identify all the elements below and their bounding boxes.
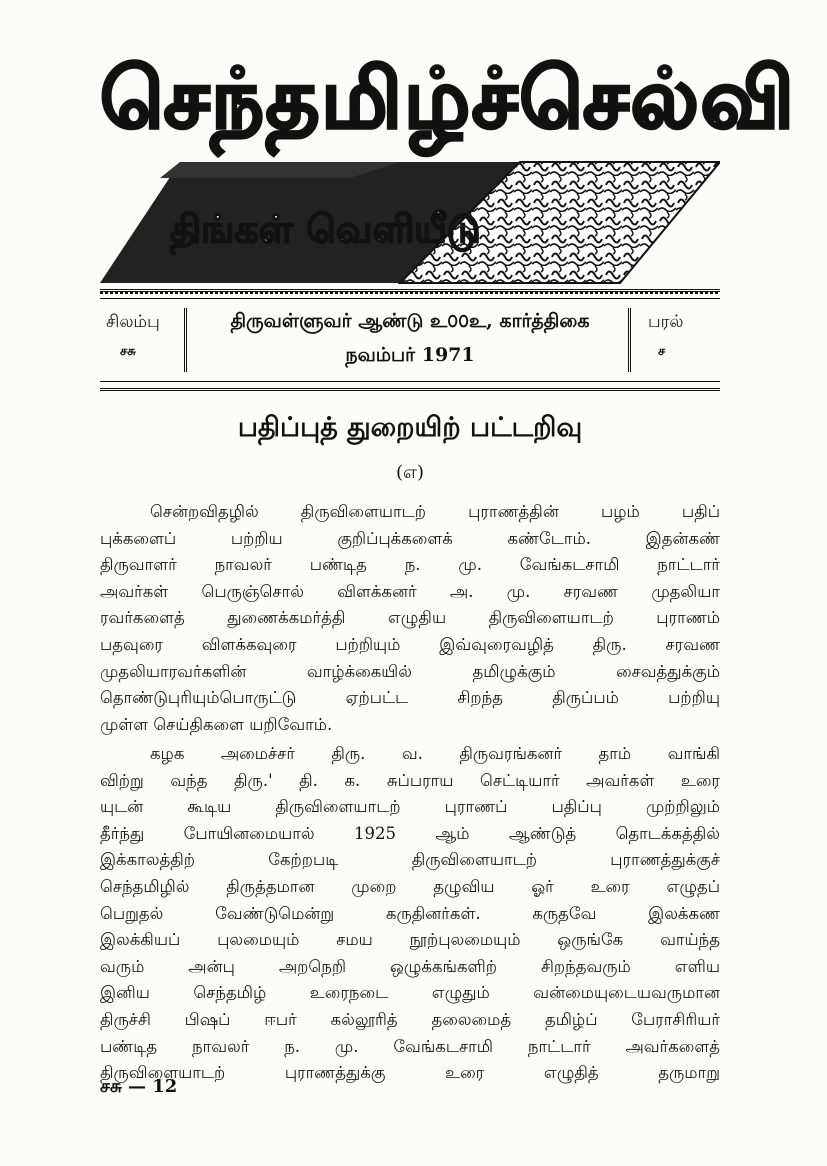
text-line: பெறுதல் வேண்டுமென்று கருதினர்கள். கருதவே இலக்கண [100,903,720,923]
issue-info-box [100,289,720,391]
text-line: தீர்ந்து போயினமையால் 1925 ஆம் ஆண்டுத் தொடக்கத்தில் [100,823,720,843]
date-line-tamil: திருவள்ளுவர் ஆண்டு உ௦௦உ, கார்த்திகை [230,310,590,332]
text-line: இனிய செந்தமிழ் உரைநடை எழுதும் வன்மையுடையவருமான [100,983,720,1003]
volume-number: சசு [120,344,136,359]
text-line: திருவிளையாடற் புராணத்துக்கு உரை எழுதித் தருமாறு [100,1063,720,1083]
article-title: பதிப்புத் துறையிற் பட்டறிவு [237,412,583,443]
text-line: முள்ள செய்திகளை யறிவோம். [100,714,333,734]
text-line: திருவாளர் நாவலர் பண்டித ந. மு. வேங்கடசாமி நாட்டார் [100,555,720,575]
issue-label: பரல் [648,312,684,332]
text-line: அவர்கள் பெருஞ்சொல் விளக்கனர் அ. மு. சரவண முதலியா [100,581,720,601]
masthead-title: செந்தமிழ்ச்செல்வி [100,52,796,147]
article-section: (எ) [395,462,425,483]
text-line: முதலியாரவர்களின் வாழ்க்கையில் தமிழுக்கும் சைவத்துக்கும் [100,661,720,681]
text-line: கழக அமைச்சர் திரு. வ. திருவரங்கனர் தாம் வாங்கி [150,744,720,763]
text-line: பண்டித நாவலர் ந. மு. வேங்கடசாமி நாட்டார் அவர்களைத் [100,1036,720,1056]
text-line: திருச்சி பிஷப் ஈபர் கல்லூரித் தலைமைத் தமிழ்ப் பேராசிரியர் [100,1009,720,1029]
text-line: யுடன் கூடிய திருவிளையாடற் புராணப் பதிப்பு முற்றிலும் [100,797,720,817]
paragraph-2 [100,741,720,1087]
volume-label: சிலம்பு [106,312,160,332]
text-line: இக்காலத்திற் கேற்றபடி திருவிளையாடற் புராணத்துக்குச் [100,850,720,870]
text-line: விற்று வந்த திரு.' தி. க. சுப்பராய செட்டியார் அவர்கள் உரை [100,770,720,790]
text-line: பதவுரை விளக்கவுரை பற்றியும் இவ்வுரைவழித் திரு. சரவண [100,634,720,654]
text-line: இலக்கியப் புலமையும் சமய நூற்புலமையும் ஒருங்கே வாய்ந்த [100,930,720,950]
text-line: சென்றவிதழில் திருவிளையாடற் புராணத்தின் பழம் பதிப் [150,502,720,521]
page-footer: சசு — 12 [100,1076,178,1097]
text-line: தொண்டுபுரியும்பொருட்டு ஏற்பட்ட சிறந்த திருப்பம் பற்றியு [100,688,720,708]
divider [184,308,187,372]
masthead [100,40,796,275]
text-line: ரவர்களைத் துணைக்கமர்த்தி எழுதிய திருவிளையாடற் புராணம் [100,608,720,628]
banner-title: திங்கள் வெளியீடு [170,207,481,251]
issue-number: ச [658,344,666,359]
divider [628,308,631,372]
text-line: புக்களைப் பற்றிய குறிப்புக்களைக் கண்டோம். இதன்கண் [100,528,720,548]
banner [100,158,720,298]
paragraph-1 [100,499,720,738]
text-line: செந்தமிழில் திருத்தமான முறை தழுவிய ஓர் உரை எழுதப் [100,876,720,896]
text-line: வரும் அன்பு அறநெறி ஒழுக்கங்களிற் சிறந்தவரும் எளிய [100,956,720,976]
date-line-english: நவம்பர் 1971 [345,344,475,366]
